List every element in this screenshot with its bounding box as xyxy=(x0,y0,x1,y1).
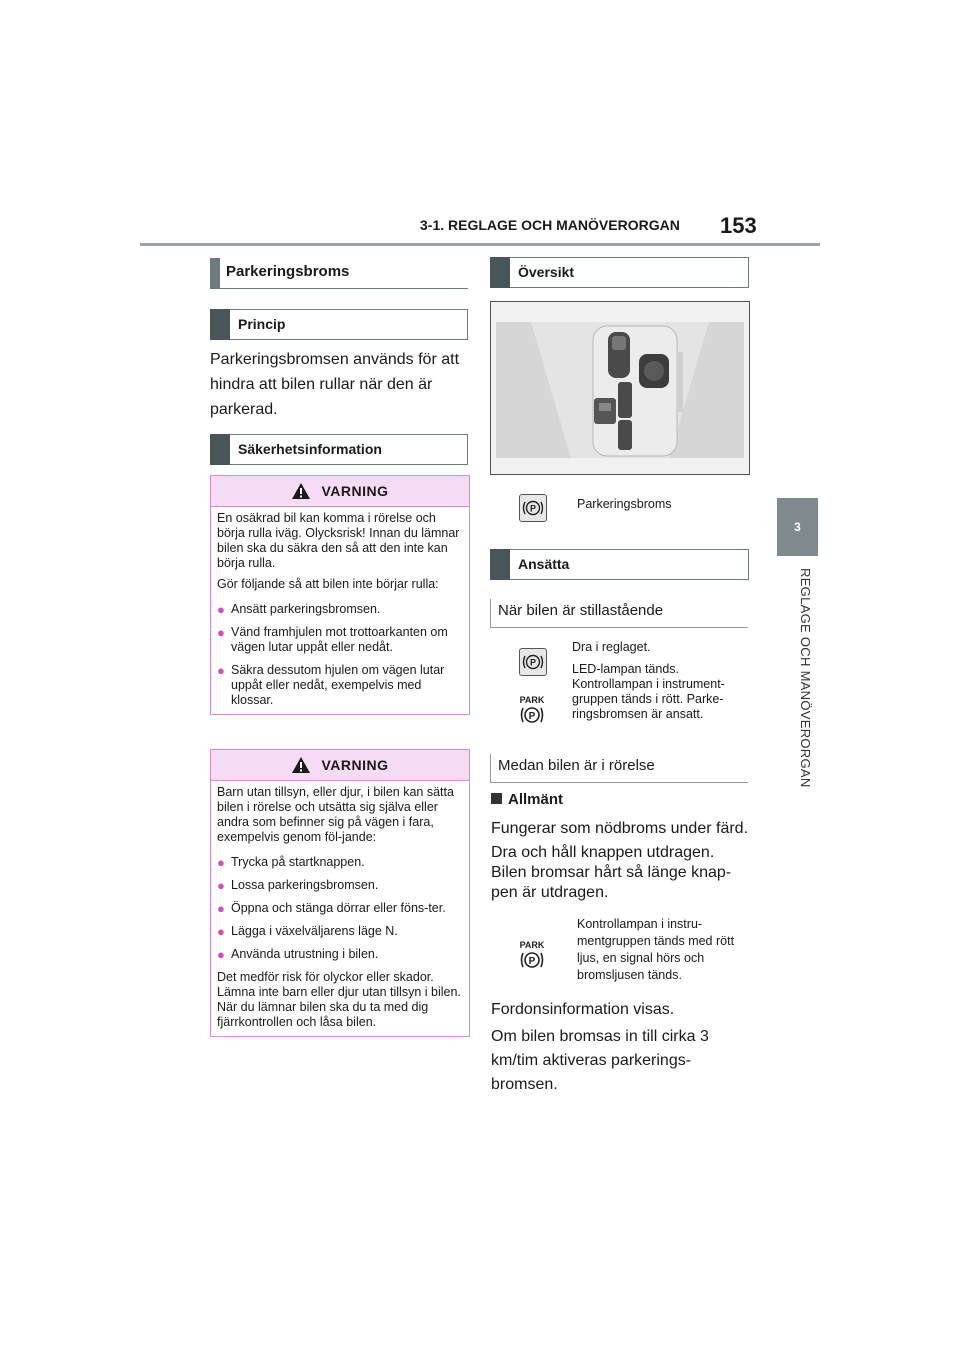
subheading-sakerhet xyxy=(210,434,468,465)
principle-text: Parkeringsbromsen används för att hindra att bilen rullar när den är parkerad. xyxy=(210,351,460,418)
general-heading: Allmänt xyxy=(491,791,563,808)
paragraph-4: Om bilen bromsas in till cirka 3 km/tim aktiveras parkerings-bromsen. xyxy=(491,1028,709,1093)
svg-text:P: P xyxy=(528,711,536,722)
svg-text:PARK: PARK xyxy=(519,695,545,705)
subheading-princip xyxy=(210,309,468,340)
parking-brake-button-icon xyxy=(519,648,547,676)
list-item: ● Ansätt parkeringsbromsen. xyxy=(217,602,381,617)
warning-intro: Gör följande så att bilen inte börjar rulla: xyxy=(217,577,439,591)
park-indicator-icon xyxy=(517,693,547,727)
paragraph-3: Fordonsinformation visas. xyxy=(491,1001,675,1018)
warning-outro: Det medför risk för olyckor eller skador. Lämna inte barn eller djur utan tillsyn i bilen. När du lämnar bilen ska du ta med dig fjärrkontrollen och låsa bilen. xyxy=(217,970,461,1029)
subheading-text: Säkerhetsinformation xyxy=(238,441,382,457)
warning-text: En osäkrad bil kan komma i rörelse och börja rulla iväg. Olycksrisk! Innan du lämnar bilen ska du säkra den så att den inte kan börja rulla. xyxy=(217,511,460,570)
warning-box-1 xyxy=(210,475,470,715)
park-indicator-text: Kontrollampan i instru-mentgruppen tänds med rött ljus, en signal hörs och bromsljusen tänds. xyxy=(577,917,735,982)
list-item: ● Trycka på startknappen. xyxy=(217,855,365,870)
section-heading-parkeringsbroms xyxy=(210,258,468,289)
parking-brake-button-icon xyxy=(519,494,547,522)
subheading-ansatta xyxy=(490,549,749,580)
side-tab-label: REGLAGE OCH MANÖVERORGAN xyxy=(798,568,813,788)
park-indicator-icon xyxy=(517,938,547,972)
square-bullet-icon xyxy=(491,793,502,804)
subheading-text: Medan bilen är i rörelse xyxy=(498,757,655,774)
warning-triangle-icon xyxy=(291,482,311,500)
svg-text:PARK: PARK xyxy=(519,940,545,950)
subheading-text: När bilen är stillastående xyxy=(498,602,664,619)
subheading-oversikt xyxy=(490,257,749,288)
section-title: Parkeringsbroms xyxy=(226,263,350,280)
subheading-text: Översikt xyxy=(518,264,575,280)
general-paragraph-2: Dra och håll knappen utdragen. Bilen bromsar hårt så länge knap-pen är utdragen. xyxy=(491,844,732,901)
subheading-rorelse xyxy=(490,756,748,783)
side-tab-number: 3 xyxy=(777,498,818,556)
stationary-text-2: LED-lampan tänds. Kontrollampan i instrument-gruppen tänds i rött. Parke-ringsbromsen är ansatt. xyxy=(572,662,725,721)
chapter-title: 3-1. REGLAGE OCH MANÖVERORGAN xyxy=(420,217,680,233)
overview-caption: Parkeringsbroms xyxy=(577,497,672,511)
center-console-illustration xyxy=(491,302,749,474)
warning-text: Barn utan tillsyn, eller djur, i bilen kan sätta bilen i rörelse och utsätta sig själva eller andra som befinner sig på vägen i fara, exempelvis genom föl-jande: xyxy=(217,785,454,844)
header-rule xyxy=(140,243,820,246)
warning-header xyxy=(211,750,469,781)
stationary-instructions xyxy=(572,640,750,722)
general-paragraph-1: Fungerar som nödbroms under färd. xyxy=(491,820,749,837)
console-image xyxy=(490,301,750,475)
list-item: ● Använda utrustning i bilen. xyxy=(217,947,379,962)
svg-text:P: P xyxy=(528,956,536,967)
list-item: ● Öppna och stänga dörrar eller föns-ter. xyxy=(217,901,446,916)
stationary-text-1: Dra i reglaget. xyxy=(572,640,651,654)
warning-triangle-icon xyxy=(291,756,311,774)
list-item: ● Vänd framhjulen mot trottoarkanten om vägen lutar uppåt eller nedåt. xyxy=(217,625,448,654)
warning-header xyxy=(211,476,469,507)
page-number: 153 xyxy=(720,213,757,238)
svg-text:P: P xyxy=(529,657,537,668)
warning-title: VARNING xyxy=(321,482,389,499)
warning-title: VARNING xyxy=(321,756,389,773)
subheading-stillastaende xyxy=(490,601,748,628)
list-item: ● Lägga i växelväljarens läge N. xyxy=(217,924,398,939)
list-item: ● Säkra dessutom hjulen om vägen lutar uppåt eller nedåt, exempelvis med klossar. xyxy=(217,663,445,707)
subheading-text: Ansätta xyxy=(518,556,570,572)
svg-text:P: P xyxy=(529,503,537,514)
subheading-text: Princip xyxy=(238,316,286,332)
warning-box-2 xyxy=(210,749,470,1037)
list-item: ● Lossa parkeringsbromsen. xyxy=(217,878,379,893)
